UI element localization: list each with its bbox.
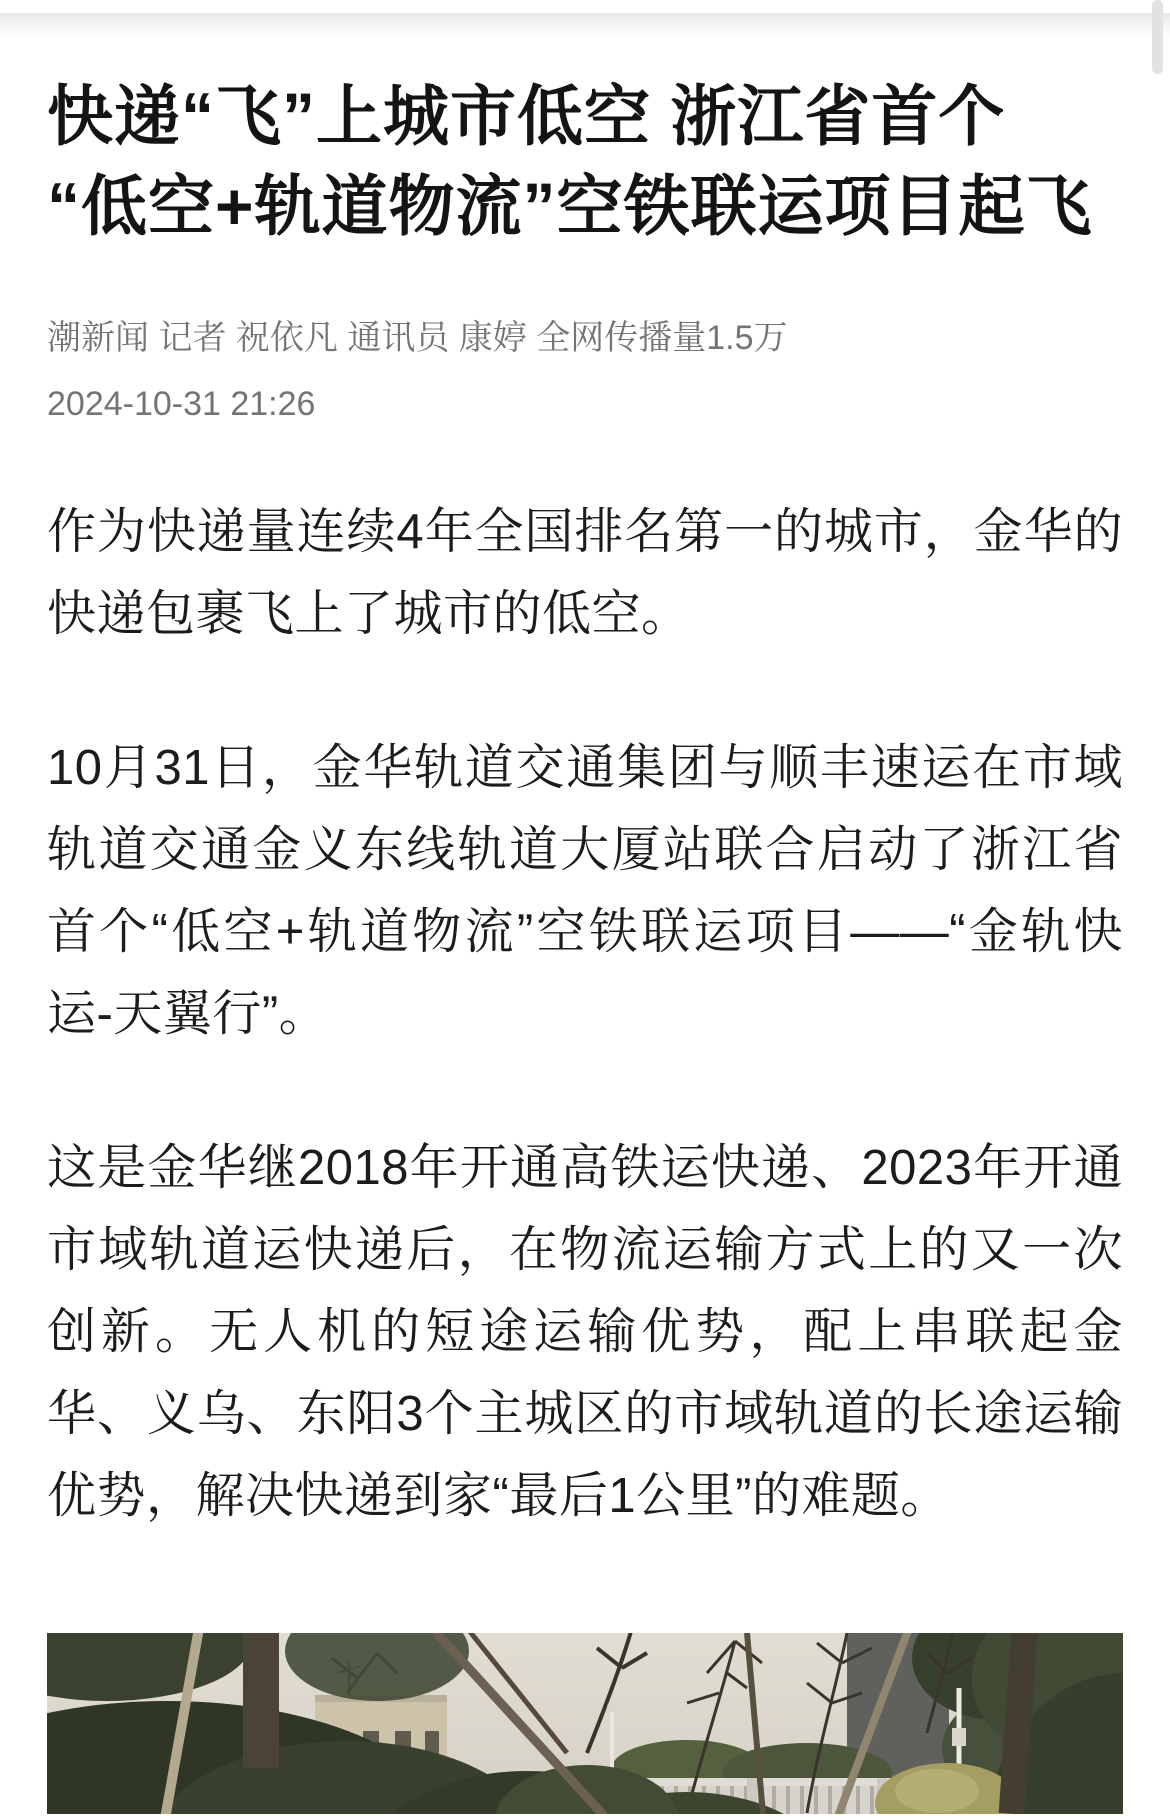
article-paragraph: 10月31日，金华轨道交通集团与顺丰速运在市域轨道交通金义东线轨道大厦站联合启动了浙江省首个“低空+轨道物流”空铁联运项目——“金轨快运-天翼行”。 <box>47 741 1123 1041</box>
article-title-line1: 快递“飞”上城市低空 浙江省首个 <box>47 79 1006 153</box>
photo-illustration <box>47 1633 1123 1814</box>
article-paragraph: 作为快递量连续4年全国排名第一的城市，金华的快递包裹飞上了城市的低空。 <box>47 505 1123 641</box>
article-byline: 潮新闻 记者 祝依凡 通讯员 康婷 全网传播量1.5万 <box>47 319 788 357</box>
article-paragraph: 这是金华继2018年开通高铁运快递、2023年开通市域轨道运快递后，在物流运输方式上的又一次创新。无人机的短途运输优势，配上串联起金华、义乌、东阳3个主城区的市域轨道的长途运输优势，解决快递到家“最后1公里”的难题。 <box>47 1141 1123 1523</box>
article-title <box>47 71 1123 251</box>
news-article <box>47 0 1123 1814</box>
article-title-line2: “低空+轨道物流”空铁联运项目起飞 <box>47 169 1093 243</box>
scrollbar-thumb[interactable] <box>1152 0 1163 74</box>
article-photo[interactable] <box>47 1633 1123 1814</box>
publish-time: 2024-10-31 21:26 <box>47 385 316 423</box>
